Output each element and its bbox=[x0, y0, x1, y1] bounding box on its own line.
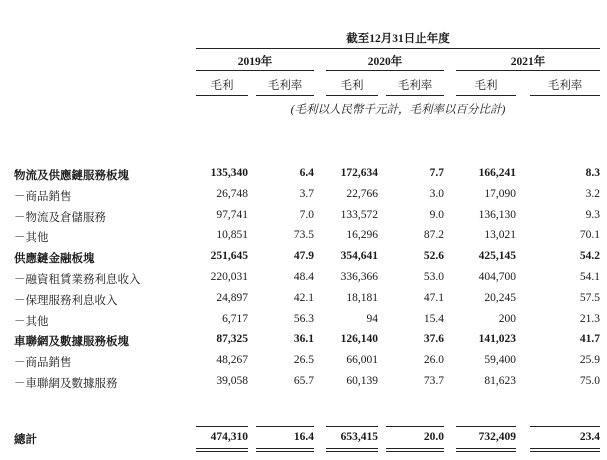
total-double-rule bbox=[456, 448, 516, 452]
total-double-rule bbox=[256, 448, 314, 452]
table-cell: 56.3 bbox=[293, 313, 314, 325]
total-cell: 16.4 bbox=[293, 431, 314, 443]
table-cell: 166,241 bbox=[478, 167, 516, 179]
total-top-rule bbox=[256, 426, 314, 427]
table-cell: 22,766 bbox=[346, 188, 378, 200]
table-cell: 200 bbox=[498, 313, 516, 325]
table-cell: 65.7 bbox=[293, 375, 314, 387]
table-cell: 47.9 bbox=[293, 250, 314, 262]
row-label: －物流及倉儲服務 bbox=[14, 212, 106, 224]
table-cell: 404,700 bbox=[478, 271, 516, 283]
row-label: －融資租賃業務利息收入 bbox=[14, 274, 141, 286]
row-label: －車聯網及數據服務 bbox=[14, 378, 118, 390]
total-double-rule bbox=[326, 448, 378, 452]
table-cell: 15.4 bbox=[423, 313, 444, 325]
table-cell: 73.7 bbox=[423, 375, 444, 387]
table-cell: 3.2 bbox=[585, 188, 600, 200]
table-cell: 6.4 bbox=[299, 167, 314, 179]
total-top-rule bbox=[386, 426, 444, 427]
total-double-rule bbox=[530, 448, 600, 452]
table-cell: 66,001 bbox=[346, 354, 378, 366]
year-2020: 2020年 bbox=[367, 56, 403, 68]
table-cell: 141,023 bbox=[478, 333, 516, 345]
row-label: －保理服務利息收入 bbox=[14, 295, 118, 307]
total-top-rule bbox=[326, 426, 378, 427]
table-cell: 59,400 bbox=[484, 354, 516, 366]
col-label: 毛利率 bbox=[267, 80, 303, 92]
col-rule bbox=[256, 95, 314, 96]
col-label: 毛利 bbox=[474, 80, 498, 92]
year-2019: 2019年 bbox=[237, 56, 273, 68]
col-rule bbox=[456, 95, 516, 96]
col-rule bbox=[386, 95, 444, 96]
table-cell: 73.5 bbox=[293, 229, 314, 241]
table-cell: 133,572 bbox=[340, 209, 378, 221]
table-cell: 24,897 bbox=[216, 292, 248, 304]
col-label: 毛利 bbox=[210, 80, 234, 92]
table-cell: 16,296 bbox=[346, 229, 378, 241]
table-cell: 7.0 bbox=[299, 209, 314, 221]
table-cell: 26,748 bbox=[216, 188, 248, 200]
total-top-rule bbox=[196, 426, 248, 427]
total-double-rule bbox=[386, 448, 444, 452]
table-cell: 17,090 bbox=[484, 188, 516, 200]
table-cell: 54.1 bbox=[579, 271, 600, 283]
year-2021: 2021年 bbox=[510, 56, 546, 68]
table-cell: 7.7 bbox=[429, 167, 444, 179]
table-cell: 48.4 bbox=[293, 271, 314, 283]
total-label: 總計 bbox=[14, 434, 37, 446]
table-cell: 3.7 bbox=[299, 188, 314, 200]
total-cell: 653,415 bbox=[340, 431, 378, 443]
period-header: 截至12月31日止年度 bbox=[346, 33, 450, 45]
total-cell: 20.0 bbox=[423, 431, 444, 443]
table-cell: 52.6 bbox=[423, 250, 444, 262]
table-cell: 41.7 bbox=[579, 333, 600, 345]
row-label: －商品銷售 bbox=[14, 191, 72, 203]
total-double-rule bbox=[196, 448, 248, 452]
table-cell: 6,717 bbox=[222, 313, 248, 325]
col-label: 毛利率 bbox=[547, 80, 583, 92]
table-cell: 87.2 bbox=[423, 229, 444, 241]
table-cell: 94 bbox=[366, 313, 378, 325]
table-cell: 26.5 bbox=[293, 354, 314, 366]
row-label: 車聯網及數據服務板塊 bbox=[14, 336, 129, 348]
table-cell: 57.5 bbox=[579, 292, 600, 304]
col-rule bbox=[326, 95, 378, 96]
col-rule bbox=[530, 95, 600, 96]
header-rule bbox=[196, 48, 600, 49]
table-cell: 48,267 bbox=[216, 354, 248, 366]
table-cell: 135,340 bbox=[210, 167, 248, 179]
table-cell: 251,645 bbox=[210, 250, 248, 262]
table-cell: 39,058 bbox=[216, 375, 248, 387]
table-cell: 3.0 bbox=[429, 188, 444, 200]
total-cell: 23.4 bbox=[579, 431, 600, 443]
row-label: －商品銷售 bbox=[14, 357, 72, 369]
table-cell: 26.0 bbox=[423, 354, 444, 366]
row-label: －其他 bbox=[14, 316, 49, 328]
table-cell: 8.3 bbox=[585, 167, 600, 179]
col-label: 毛利 bbox=[340, 80, 364, 92]
table-cell: 354,641 bbox=[340, 250, 378, 262]
table-cell: 75.0 bbox=[579, 375, 600, 387]
table-cell: 425,145 bbox=[478, 250, 516, 262]
year-rule-2021 bbox=[456, 70, 600, 71]
table-cell: 25.9 bbox=[579, 354, 600, 366]
table-cell: 42.1 bbox=[293, 292, 314, 304]
unit-note: (毛利以人民幣千元計，毛利率以百分比計) bbox=[290, 104, 506, 116]
table-cell: 13,021 bbox=[484, 229, 516, 241]
col-label: 毛利率 bbox=[397, 80, 433, 92]
table-cell: 126,140 bbox=[340, 333, 378, 345]
table-cell: 53.0 bbox=[423, 271, 444, 283]
table-cell: 37.6 bbox=[423, 333, 444, 345]
total-cell: 474,310 bbox=[210, 431, 248, 443]
table-cell: 20,245 bbox=[484, 292, 516, 304]
table-cell: 47.1 bbox=[423, 292, 444, 304]
row-label: 物流及供應鏈服務板塊 bbox=[14, 170, 129, 182]
table-cell: 220,031 bbox=[210, 271, 248, 283]
year-rule-2019 bbox=[196, 70, 314, 71]
table-cell: 9.0 bbox=[429, 209, 444, 221]
table-cell: 36.1 bbox=[293, 333, 314, 345]
table-cell: 18,181 bbox=[346, 292, 378, 304]
total-cell: 732,409 bbox=[478, 431, 516, 443]
table-cell: 81,623 bbox=[484, 375, 516, 387]
table-cell: 136,130 bbox=[478, 209, 516, 221]
total-top-rule bbox=[456, 426, 516, 427]
row-label: －其他 bbox=[14, 232, 49, 244]
table-cell: 54.2 bbox=[579, 250, 600, 262]
table-cell: 21.3 bbox=[579, 313, 600, 325]
table-cell: 10,851 bbox=[216, 229, 248, 241]
table-cell: 97,741 bbox=[216, 209, 248, 221]
table-cell: 9.3 bbox=[585, 209, 600, 221]
year-rule-2020 bbox=[326, 70, 444, 71]
table-cell: 60,139 bbox=[346, 375, 378, 387]
table-cell: 336,366 bbox=[340, 271, 378, 283]
row-label: 供應鏈金融板塊 bbox=[14, 253, 95, 265]
table-cell: 172,634 bbox=[340, 167, 378, 179]
total-top-rule bbox=[530, 426, 600, 427]
table-cell: 70.1 bbox=[579, 229, 600, 241]
col-rule bbox=[196, 95, 248, 96]
table-cell: 87,325 bbox=[216, 333, 248, 345]
